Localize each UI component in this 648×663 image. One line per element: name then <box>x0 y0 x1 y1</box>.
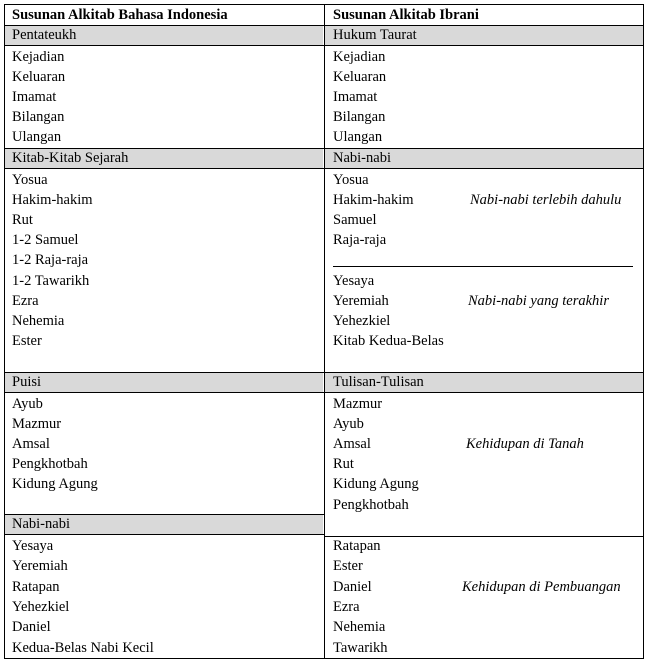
list-item: Nehemia <box>12 313 65 329</box>
list-item: Imamat <box>12 89 57 105</box>
list-item: 1-2 Samuel <box>12 232 79 248</box>
list-item: Ester <box>12 333 42 349</box>
list-item: Ratapan <box>333 538 381 554</box>
list-item: 1-2 Raja-raja <box>12 252 89 268</box>
list-item: Mazmur <box>12 416 62 432</box>
section-title-hukum-taurat: Hukum Taurat <box>333 27 417 43</box>
list-item: Pengkhotbah <box>12 456 88 472</box>
list-item: Ayub <box>333 416 364 432</box>
column-divider <box>324 4 325 659</box>
row-divider-left <box>4 534 324 535</box>
table-border-left <box>4 4 5 659</box>
list-item: Keluaran <box>12 69 66 85</box>
list-item: Hakim-hakim <box>12 192 93 208</box>
section-title-nabi-nabi: Nabi-nabi <box>333 150 391 166</box>
list-item: Kedua-Belas Nabi Kecil <box>12 640 154 656</box>
list-item: Kejadian <box>12 49 65 65</box>
list-item: Kidung Agung <box>333 476 419 492</box>
list-item: Yosua <box>12 172 48 188</box>
table-border-right <box>643 4 644 659</box>
table-border-bottom <box>4 658 644 659</box>
section-title-tulisan: Tulisan-Tulisan <box>333 374 424 390</box>
list-item: Rut <box>333 456 354 472</box>
list-item: Imamat <box>333 89 378 105</box>
section-title-sejarah: Kitab-Kitab Sejarah <box>12 150 129 166</box>
list-item: Kejadian <box>333 49 386 65</box>
list-item: Hakim-hakim <box>333 192 414 208</box>
table-border-top <box>4 4 644 5</box>
section-title-pentateukh: Pentateukh <box>12 27 77 43</box>
row-divider <box>4 168 644 169</box>
group-note: Kehidupan di Tanah <box>466 436 584 452</box>
list-item: Amsal <box>333 436 371 452</box>
list-item: Ratapan <box>12 579 60 595</box>
list-item: Tawarikh <box>333 640 388 656</box>
list-item: Kitab Kedua-Belas <box>333 333 444 349</box>
list-item: Nehemia <box>333 619 386 635</box>
list-item: Ezra <box>333 599 360 615</box>
row-divider <box>4 372 644 373</box>
comparison-table <box>4 4 644 659</box>
left-section-header-bg <box>5 373 323 392</box>
group-note: Nabi-nabi terlebih dahulu <box>470 192 622 208</box>
list-item: 1-2 Tawarikh <box>12 273 90 289</box>
list-item: Yehezkiel <box>333 313 391 329</box>
list-item: Yesaya <box>12 538 54 554</box>
row-divider <box>4 392 644 393</box>
list-item: Mazmur <box>333 396 383 412</box>
list-item: Ulangan <box>333 129 383 145</box>
list-item: Keluaran <box>333 69 387 85</box>
list-item: Yehezkiel <box>12 599 70 615</box>
section-title-nabi-nabi-left: Nabi-nabi <box>12 516 70 532</box>
right-column-header: Susunan Alkitab Ibrani <box>333 7 479 23</box>
list-item: Amsal <box>12 436 50 452</box>
list-item: Rut <box>12 212 33 228</box>
row-divider <box>4 25 644 26</box>
list-item: Bilangan <box>333 109 386 125</box>
group-note: Nabi-nabi yang terakhir <box>468 293 609 309</box>
list-item: Ayub <box>12 396 43 412</box>
group-note: Kehidupan di Pembuangan <box>462 579 621 595</box>
section-title-puisi: Puisi <box>12 374 42 390</box>
left-column-header: Susunan Alkitab Bahasa Indonesia <box>12 7 228 23</box>
list-item: Samuel <box>333 212 377 228</box>
list-item: Kidung Agung <box>12 476 98 492</box>
list-item: Yosua <box>333 172 369 188</box>
list-item: Ulangan <box>12 129 62 145</box>
list-item: Bilangan <box>12 109 65 125</box>
list-item: Yeremiah <box>333 293 389 309</box>
list-item: Raja-raja <box>333 232 387 248</box>
row-divider <box>4 45 644 46</box>
list-item: Yesaya <box>333 273 375 289</box>
list-item: Daniel <box>12 619 51 635</box>
group-separator <box>333 266 633 267</box>
list-item: Ester <box>333 558 363 574</box>
list-item: Daniel <box>333 579 372 595</box>
list-item: Ezra <box>12 293 39 309</box>
list-item: Pengkhotbah <box>333 497 409 513</box>
list-item: Yeremiah <box>12 558 68 574</box>
